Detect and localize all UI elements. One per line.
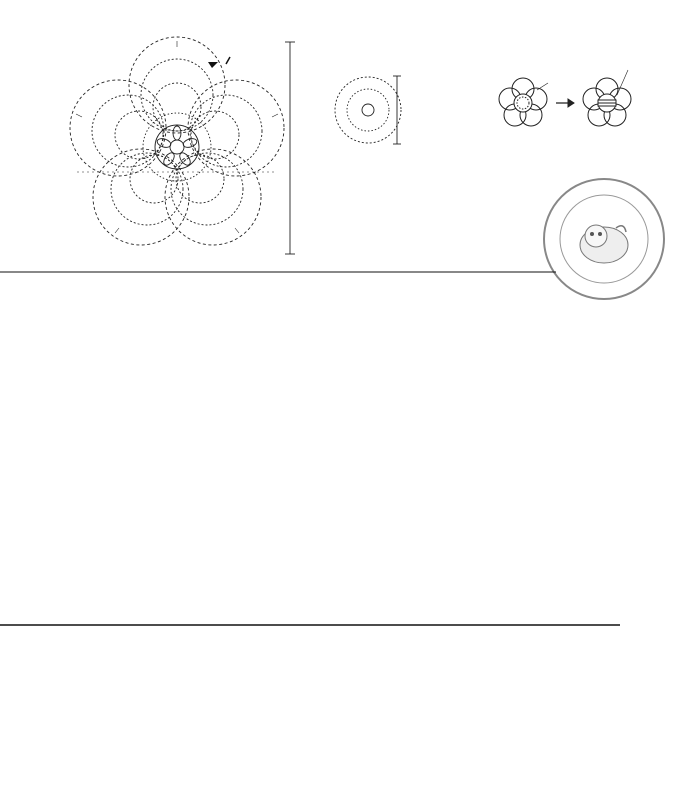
brooch-base-chart xyxy=(335,76,401,144)
sheep-house-stamp xyxy=(544,179,664,299)
flower-illustrations xyxy=(499,70,631,126)
corsage-flower-chart xyxy=(70,37,295,254)
